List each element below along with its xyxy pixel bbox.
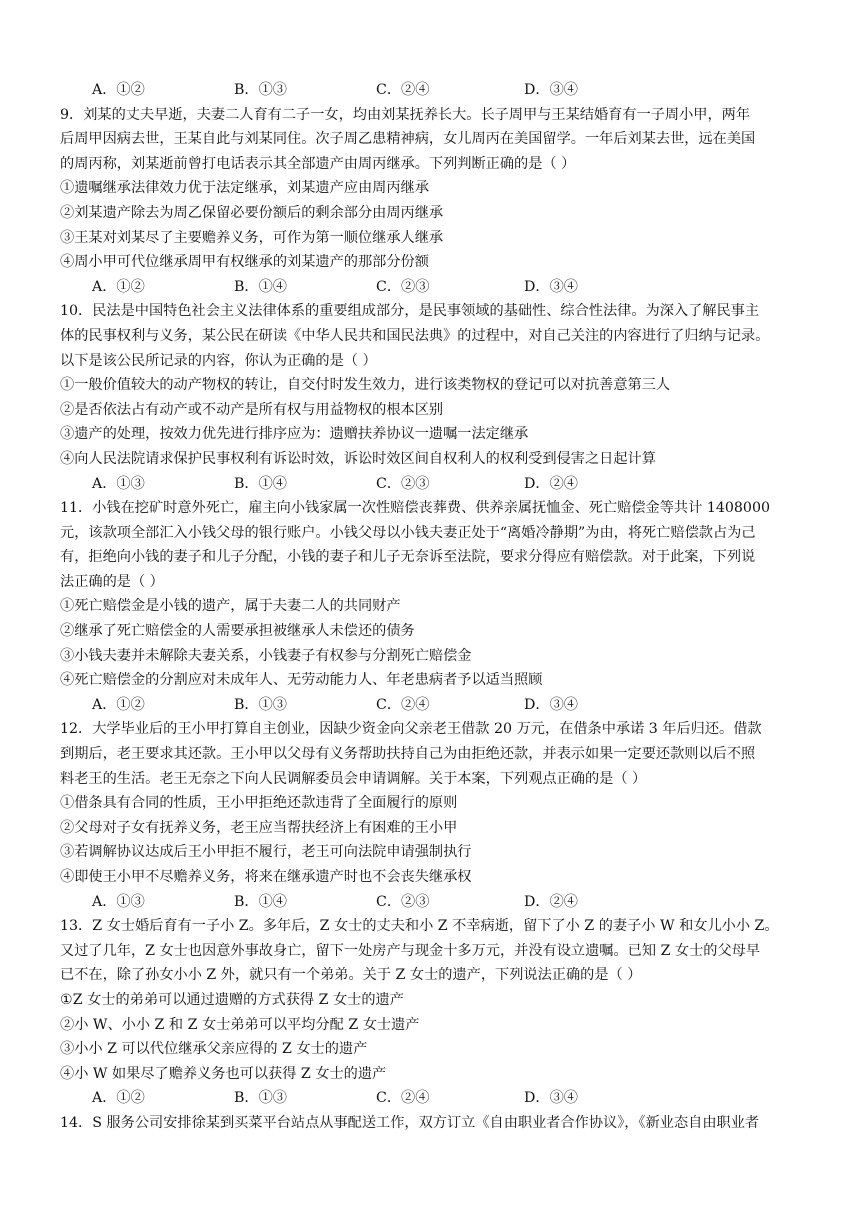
q11-statement-3: ③小钱夫妻并未解除夫妻关系，小钱妻子有权参与分割死亡赔偿金 xyxy=(60,647,472,664)
q10-statement-4: ④向人民法院请求保护民事权利有诉讼时效，诉讼时效区间自权利人的权利受到侵害之日起计算 xyxy=(60,450,656,467)
question-12 xyxy=(60,717,820,914)
q11-options xyxy=(60,693,820,718)
q10-statement-2: ②是否依法占有动产或不动产是所有权与用益物权的根本区别 xyxy=(60,401,444,418)
q9-options xyxy=(60,275,820,300)
q10-stem-line: 体的民事权利与义务，某公民在研读《中华人民共和国民法典》的过程中，对自己关注的内容进行了归纳与记录。 xyxy=(60,327,770,344)
q10-stem-line: 10．民法是中国特色社会主义法律体系的重要组成部分，是民事领域的基础性、综合性法律。为深入了解民事主 xyxy=(60,303,760,320)
q12-options xyxy=(60,890,820,915)
q9-option-a[interactable]: A．①② xyxy=(92,278,145,295)
q12-stem-line: 到期后，老王要求其还款。王小甲以父母有义务帮助扶持自己为由拒绝还款，并表示如果一定要还款则以后不照 xyxy=(60,746,756,763)
q10-statement-1: ①一般价值较大的动产物权的转让，自交付时发生效力，进行该类物权的登记可以对抗善意第三人 xyxy=(60,377,671,394)
q13-statement-3: ③小小 Z 可以代位继承父亲应得的 Z 女士的遗产 xyxy=(60,1041,368,1058)
q13-stem-line: 又过了几年，Z 女士也因意外事故身亡，留下一处房产与现金十多万元，并没有设立遗嘱。已知 Z 女士的父母早 xyxy=(60,942,761,959)
q9-statement-2: ②刘某遗产除去为周乙保留必要份额后的剩余部分由周丙继承 xyxy=(60,204,444,221)
question-11 xyxy=(60,496,820,717)
q9-statement-1: ①遗嘱继承法律效力优于法定继承，刘某遗产应由周丙继承 xyxy=(60,180,429,197)
q11-statement-2: ②继承了死亡赔偿金的人需要承担被继承人未偿还的债务 xyxy=(60,623,415,640)
q12-option-b[interactable]: B．①④ xyxy=(234,893,287,910)
q11-stem-line: 有，拒绝向小钱的妻子和儿子分配，小钱的妻子和儿子无奈诉至法院，要求分得应有赔偿款。对于此案，下列说 xyxy=(60,549,756,566)
q9-stem-line: 后周甲因病去世，王某自此与刘某同住。次子周乙患精神病，女儿周丙在美国留学。一年后刘某去世，远在美国 xyxy=(60,131,756,148)
q9-statement-4: ④周小甲可代位继承周甲有权继承的刘某遗产的那部分份额 xyxy=(60,254,429,271)
question-13 xyxy=(60,914,820,1111)
q11-option-d[interactable]: D．③④ xyxy=(524,696,578,713)
q10-options xyxy=(60,472,820,497)
q12-stem-line: 料老王的生活。老王无奈之下向人民调解委员会申请调解。关于本案，下列观点正确的是（ ） xyxy=(60,770,647,787)
q10-option-a[interactable]: A．①③ xyxy=(92,475,145,492)
q9-stem-line: 的周丙称，刘某逝前曾打电话表示其全部遗产由周丙继承。下列判断正确的是（ ） xyxy=(60,155,576,172)
q10-option-c[interactable]: C．②③ xyxy=(376,475,430,492)
q8-options xyxy=(60,78,820,103)
q12-statement-1: ①借条具有合同的性质，王小甲拒绝还款违背了全面履行的原则 xyxy=(60,795,458,812)
q13-statement-2: ②小 W、小小 Z 和 Z 女士弟弟可以平均分配 Z 女士遗产 xyxy=(60,1016,420,1033)
q12-statement-3: ③若调解协议达成后王小甲拒不履行，老王可向法院申请强制执行 xyxy=(60,844,472,861)
q11-stem-line: 元，该款项全部汇入小钱父母的银行账户。小钱父母以小钱夫妻正处于“离婚冷静期”为由，将死亡赔偿款占为己 xyxy=(60,524,756,541)
question-14 xyxy=(60,1111,820,1136)
q13-option-b[interactable]: B．①③ xyxy=(234,1090,287,1107)
q13-option-a[interactable]: A．①② xyxy=(92,1090,145,1107)
q11-stem-line: 法正确的是（ ） xyxy=(60,573,164,590)
q8-option-c[interactable]: C．②④ xyxy=(376,82,430,98)
q10-option-b[interactable]: B．①④ xyxy=(234,475,287,492)
q11-option-a[interactable]: A．①② xyxy=(92,696,145,713)
exam-page xyxy=(60,78,820,1136)
q9-option-b[interactable]: B．①④ xyxy=(234,278,287,295)
question-9 xyxy=(60,103,820,300)
q12-option-c[interactable]: C．②③ xyxy=(376,893,430,910)
q10-statement-3: ③遗产的处理，按效力优先进行排序应为：遗赠扶养协议一遗嘱一法定继承 xyxy=(60,426,529,443)
q9-option-d[interactable]: D．③④ xyxy=(524,278,578,295)
q13-option-d[interactable]: D．③④ xyxy=(524,1090,578,1107)
question-10 xyxy=(60,299,820,496)
q8-option-b[interactable]: B．①③ xyxy=(234,82,287,98)
q13-statement-1: ①Z 女士的弟弟可以通过遗赠的方式获得 Z 女士的遗产 xyxy=(60,991,404,1008)
q9-stem-line: 9．刘某的丈夫早逝，夫妻二人育有二子一女，均由刘某抚养长大。长子周甲与王某结婚育有一子周小甲，两年 xyxy=(60,106,751,123)
q11-statement-1: ①死亡赔偿金是小钱的遗产，属于夫妻二人的共同财产 xyxy=(60,598,401,615)
q9-statement-3: ③王某对刘某尽了主要赡养义务，可作为第一顺位继承人继承 xyxy=(60,229,444,246)
q14-stem-line: 14．S 服务公司安排徐某到买菜平台站点从事配送工作，双方订立《自由职业者合作协议》，《新业态自由职业者 xyxy=(60,1114,760,1131)
q13-stem-line: 13．Z 女士婚后育有一子小 Z。多年后，Z 女士的丈夫和小 Z 不幸病逝，留下了小 Z 的妻子小 W 和女儿小小 Z。 xyxy=(60,918,779,935)
q10-option-d[interactable]: D．②④ xyxy=(524,475,578,492)
q8-option-a[interactable]: A．①② xyxy=(92,82,145,98)
q13-options xyxy=(60,1086,820,1111)
q11-stem-line: 11．小钱在挖矿时意外死亡，雇主向小钱家属一次性赔偿丧葬费、供养亲属抚恤金、死亡赔偿金等共计 1408000 xyxy=(60,500,771,517)
q13-option-c[interactable]: C．②④ xyxy=(376,1090,430,1107)
q13-stem-line: 已不在，除了孙女小小 Z 外，就只有一个弟弟。关于 Z 女士的遗产，下列说法正确的是（ ） xyxy=(60,967,642,984)
q12-statement-2: ②父母对子女有抚养义务，老王应当帮扶经济上有困难的王小甲 xyxy=(60,819,458,836)
q11-statement-4: ④死亡赔偿金的分割应对未成年人、无劳动能力人、年老患病者予以适当照顾 xyxy=(60,672,543,689)
q10-stem-line: 以下是该公民所记录的内容，你认为正确的是（ ） xyxy=(60,352,377,369)
q11-option-c[interactable]: C．②④ xyxy=(376,696,430,713)
q13-statement-4: ④小 W 如果尽了赡养义务也可以获得 Z 女士的遗产 xyxy=(60,1065,387,1082)
q8-option-d[interactable]: D．③④ xyxy=(524,82,578,98)
q12-stem-line: 12．大学毕业后的王小甲打算自主创业，因缺少资金向父亲老王借款 20 万元，在借条中承诺 3 年后归还。借款 xyxy=(60,721,762,738)
q12-option-d[interactable]: D．②④ xyxy=(524,893,578,910)
q12-option-a[interactable]: A．①③ xyxy=(92,893,145,910)
q11-option-b[interactable]: B．①③ xyxy=(234,696,287,713)
q12-statement-4: ④即使王小甲不尽赡养义务，将来在继承遗产时也不会丧失继承权 xyxy=(60,869,472,885)
q9-option-c[interactable]: C．②③ xyxy=(376,278,430,295)
